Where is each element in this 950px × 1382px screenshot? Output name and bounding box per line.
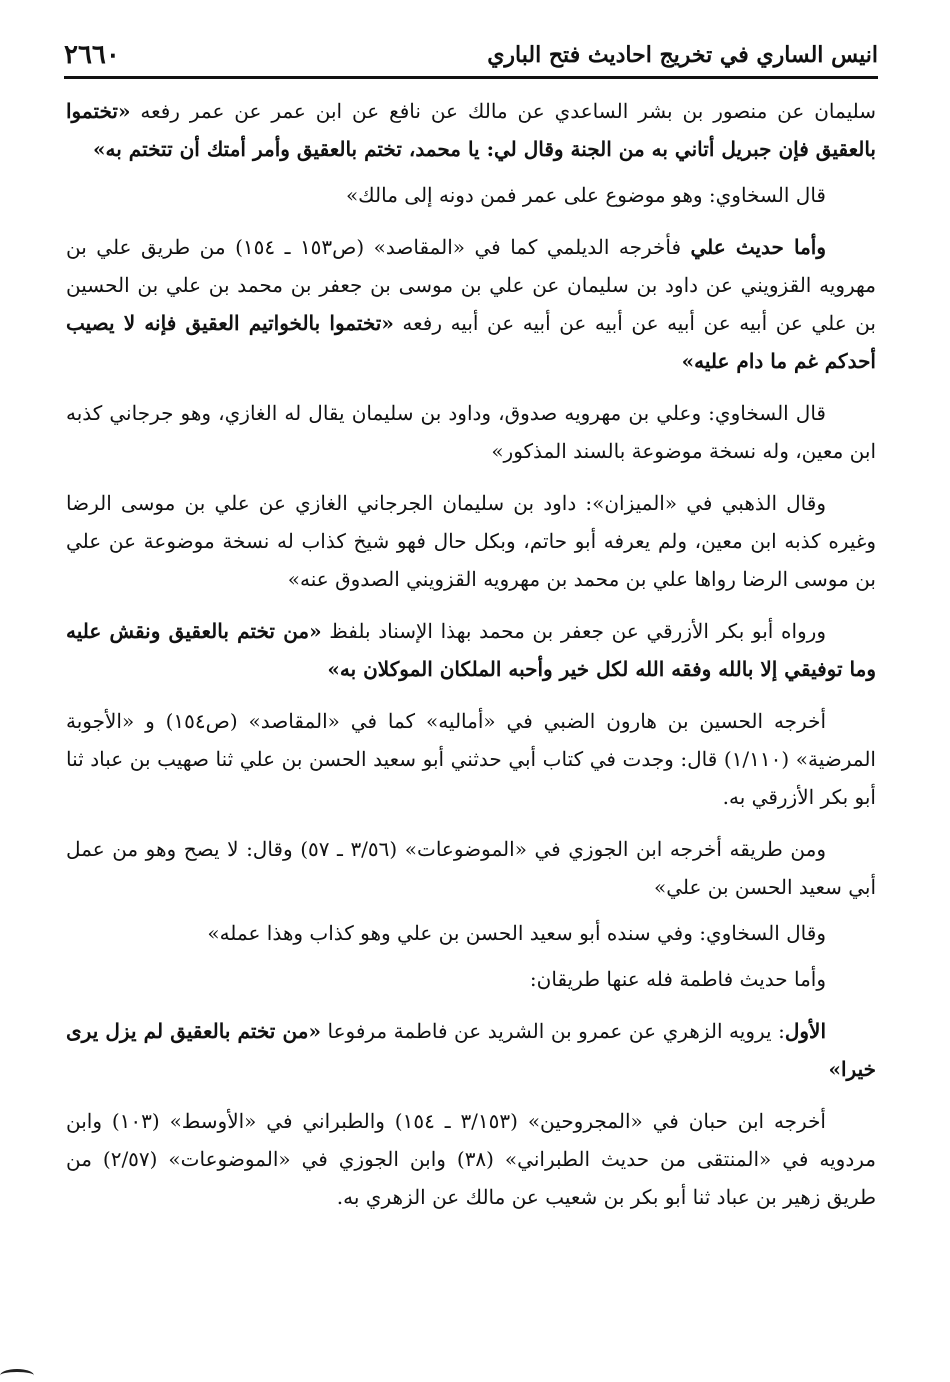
section-lead: الأول: [784, 1019, 826, 1043]
text-segment: سليمان عن منصور بن بشر الساعدي عن مالك عن نافع عن ابن عمر عن عمر رفعه: [130, 99, 876, 123]
hadith-text: «من تختم بالعقيق لم يزل يرى خيرا»: [66, 1019, 876, 1081]
text-segment: ورواه أبو بكر الأزرقي عن جعفر بن محمد بهذا الإسناد بلفظ: [321, 619, 827, 643]
scan-edge-mark: [0, 1369, 34, 1382]
hadith-text: «تختموا بالخواتيم العقيق فإنه لا يصيب أحدكم غم ما دام عليه»: [66, 311, 876, 373]
text-segment: وأما حديث فاطمة فله عنها طريقان:: [529, 967, 826, 991]
running-header: [64, 30, 878, 74]
book-title: انيس الساري في تخريج احاديث فتح الباري: [487, 42, 878, 68]
hadith-text: «تختموا بالعقيق فإن جبريل أتاني به من الجنة وقال لي: يا محمد، تختم بالعقيق وأمر أمتك أن تتختم به»: [66, 99, 876, 161]
text-segment: قال السخاوي: وعلي بن مهرويه صدوق، وداود بن سليمان يقال له الغازي، وهو جرجاني كذبه ابن معين، وله نسخة موضوعة بالسند المذكور»: [66, 401, 876, 463]
text-segment: قال السخاوي: وهو موضوع على عمر فمن دونه إلى مالك»: [345, 183, 826, 207]
paragraph: [66, 484, 876, 598]
text-segment: فأخرجه الديلمي كما في «المقاصد» (ص١٥٣ ـ ١٥٤) من طريق علي بن مهرويه القزويني عن داود بن سليمان عن علي بن موسى بن جعفر بن محمد بن علي بن الحسين بن علي عن أبيه عن أبيه عن أبيه عن أبيه عن أبيه رفعه: [66, 235, 877, 335]
text-segment: : يرويه الزهري عن عمرو بن الشريد عن فاطمة مرفوعا: [320, 1019, 785, 1043]
paragraph: [66, 960, 876, 998]
paragraph: [66, 1012, 876, 1088]
paragraph: [66, 394, 876, 470]
paragraph: [66, 830, 876, 906]
paragraph: [66, 92, 876, 168]
text-segment: أخرجه الحسين بن هارون الضبي في «أماليه» كما في «المقاصد» (ص١٥٤) و «الأجوبة المرضية» (١/١١٠) قال: وجدت في كتاب أبي حدثني أبو سعيد الحسن بن علي ثنا صهيب بن عباد ثنا أبو بكر الأزرقي به.: [66, 709, 876, 809]
hadith-text: «من تختم بالعقيق ونقش عليه وما توفيقي إلا بالله وفقه الله لكل خير وأحبه الملكان الموكلان به»: [66, 619, 876, 681]
text-segment: وقال السخاوي: وفي سنده أبو سعيد الحسن بن علي وهو كذاب وهذا عمله»: [207, 921, 826, 945]
page-number: ٢٦٦٠: [64, 40, 120, 70]
paragraph: [66, 228, 876, 380]
body-text: [66, 92, 876, 1224]
paragraph: [66, 914, 876, 952]
text-segment: أخرجه ابن حبان في «المجروحين» (٣/١٥٣ ـ ١٥٤) والطبراني في «الأوسط» (١٠٣) وابن مردويه في «المنتقى من حديث الطبراني» (٣٨) وابن الجوزي في «الموضوعات» (٢/٥٧) من طريق زهير بن عباد ثنا أبو بكر بن شعيب عن مالك عن الزهري به.: [66, 1109, 876, 1209]
text-segment: وقال الذهبي في «الميزان»: داود بن سليمان الجرجاني الغازي عن علي بن موسى الرضا وغيره كذبه ابن معين، ولم يعرفه أبو حاتم، وبكل حال فهو شيخ كذاب له نسخة موضوعة عن علي بن موسى الرضا رواها علي بن محمد بن مهرويه القزويني الصدوق عنه»: [66, 491, 876, 591]
paragraph: [66, 702, 876, 816]
text-segment: ومن طريقه أخرجه ابن الجوزي في «الموضوعات» (٣/٥٦ ـ ٥٧) وقال: لا يصح وهو من عمل أبي سعيد الحسن بن علي»: [66, 837, 876, 899]
section-lead: وأما حديث علي: [690, 235, 826, 259]
paragraph: [66, 1102, 876, 1216]
header-rule: [64, 76, 878, 79]
paragraph: [66, 176, 876, 214]
paragraph: [66, 612, 876, 688]
